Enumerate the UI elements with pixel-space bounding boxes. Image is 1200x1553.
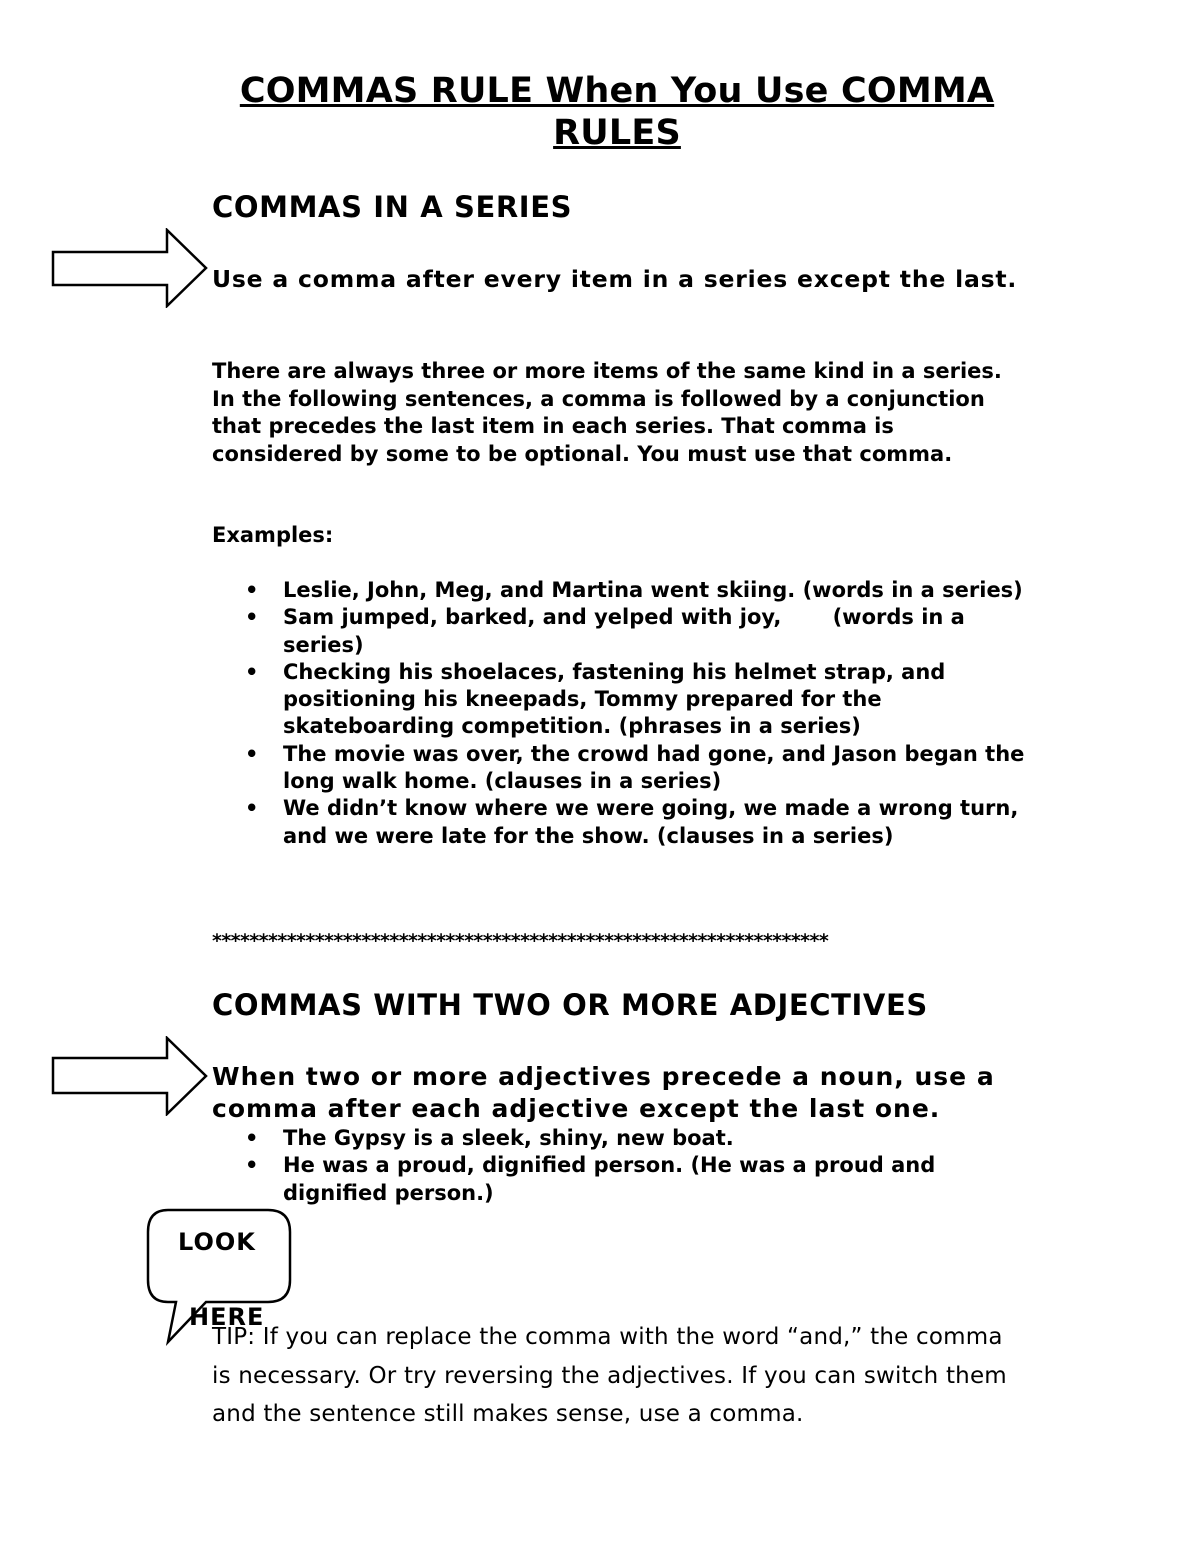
tip-paragraph: TIP: If you can replace the comma with the word “and,” the comma is necessary. Or try reversing the adjectives. If you can switch them and the sentence still makes sense, use a comma. [212, 1324, 1007, 1427]
right-arrow-icon [50, 228, 210, 308]
series-explanation: There are always three or more items of the same kind in a series. In the following sentences, a comma is followed by a conjunction that precedes the last item in each series. That comma is considered by some to be optional. You must use that comma. [212, 359, 1002, 466]
separator-line: ****************************************************************** [212, 930, 829, 952]
callout-text-look: LOOK [178, 1228, 256, 1256]
list-item [212, 1125, 1027, 1152]
bullet-icon: • [245, 578, 259, 602]
list-item [212, 659, 1027, 741]
page-title-line1: COMMAS RULE When You Use COMMA [239, 71, 995, 111]
list-item [212, 577, 1027, 604]
list-item [212, 1152, 1027, 1207]
list-item-text: We didn’t know where we were going, we made a wrong turn, and we were late for the show. (clauses in a series) [283, 796, 1019, 848]
adjective-examples-list [212, 1125, 1027, 1207]
rule-series-block [212, 263, 1032, 295]
section-heading-series: COMMAS IN A SERIES [212, 190, 573, 224]
list-item-text: The Gypsy is a sleek, shiny, new boat. [283, 1126, 734, 1150]
rule-adjectives-block [212, 1061, 1027, 1125]
list-item-text: Leslie, John, Meg, and Martina went skiing. (words in a series) [283, 578, 1023, 602]
explanation-block [212, 358, 1027, 468]
examples-label-block [212, 522, 1032, 550]
section-series-heading-block [212, 190, 1032, 224]
list-item-text: The movie was over, the crowd had gone, and Jason began the long walk home. (clauses in a series) [283, 741, 1025, 794]
bullet-icon: • [245, 741, 259, 766]
section-adjectives-heading-block [212, 988, 1032, 1022]
callout-text-here: HERE [189, 1303, 265, 1331]
list-item-text: He was a proud, dignified person. (He was a proud and dignified person.) [283, 1153, 936, 1205]
page-title [200, 70, 1034, 154]
bullet-icon: • [245, 659, 259, 684]
bullet-icon: • [245, 796, 259, 821]
bullet-icon: • [245, 1126, 259, 1150]
list-item [212, 795, 1027, 850]
page-title-line2: RULES [553, 113, 681, 153]
right-arrow-icon [50, 1036, 210, 1116]
rule-series: Use a comma after every item in a series except the last. [212, 265, 1018, 293]
examples-label: Examples: [212, 523, 334, 547]
list-item-text: Sam jumped, barked, and yelped with joy, (words in a series) [283, 605, 973, 657]
bullet-icon: • [245, 1153, 259, 1178]
list-item [212, 604, 1027, 659]
bullet-icon: • [245, 605, 259, 630]
series-examples-list [212, 577, 1027, 850]
list-item-text: Checking his shoelaces, fastening his helmet strap, and positioning his kneepads, Tommy prepared for the skateboarding competition. (phrases in a series) [283, 659, 946, 739]
rule-adjectives: When two or more adjectives precede a noun, use a comma after each adjective except the last one. [212, 1062, 995, 1123]
section-heading-adjectives: COMMAS WITH TWO OR MORE ADJECTIVES [212, 988, 928, 1022]
list-item [212, 741, 1027, 796]
